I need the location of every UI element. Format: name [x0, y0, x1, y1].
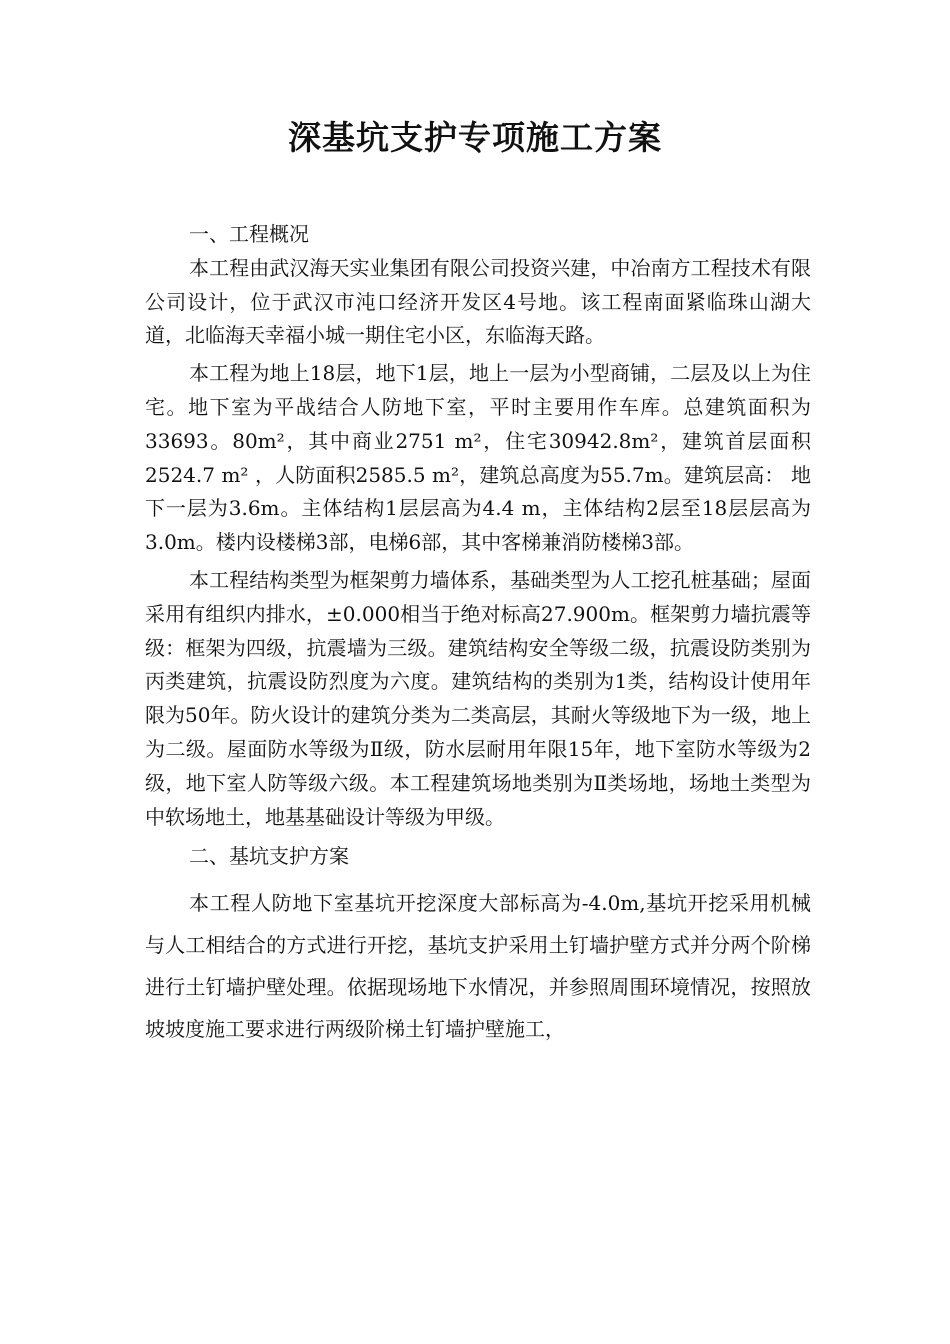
- document-body: [145, 218, 811, 1050]
- paragraph-overview-building: 本工程为地上18层，地下1层，地上一层为小型商铺，二层及以上为住宅。地下室为平战结合人防地下室，平时主要用作车库。总建筑面积为33693。80m²，其中商业2751 m²，住宅30942.8m²，建筑首层面积2524.7 m² ，人防面积2585.5 m²，建筑总高度为55.7m。建筑层高： 地下一层为3.6m。主体结构1层层高为4.4 m，主体结构2层至18层层高为3.0m。楼内设楼梯3部，电梯6部，其中客梯兼消防楼梯3部。: [145, 361, 811, 555]
- section-heading-support: 二、基坑支护方案: [189, 844, 349, 869]
- paragraph-overview-structure: 本工程结构类型为框架剪力墙体系，基础类型为人工挖孔桩基础；屋面采用有组织内排水，±0.000相当于绝对标高27.900m。框架剪力墙抗震等级：框架为四级，抗震墙为三级。建筑结构安全等级二级，抗震设防类别为丙类建筑，抗震设防烈度为六度。建筑结构的类别为1类，结构设计使用年限为50年。防火设计的建筑分类为二类高层，其耐火等级地下为一级，地上为二级。屋面防水等级为Ⅱ级，防水层耐用年限15年，地下室防水等级为2级，地下室人防等级六级。本工程建筑场地类别为Ⅱ类场地，场地土类型为中软场地土，地基基础设计等级为甲级。: [145, 567, 811, 829]
- paragraph-overview-location: 本工程由武汉海天实业集团有限公司投资兴建，中冶南方工程技术有限公司设计，位于武汉市沌口经济开发区4号地。该工程南面紧临珠山湖大道，北临海天幸福小城一期住宅小区，东临海天路。: [145, 255, 811, 348]
- paragraph-support-plan: 本工程人防地下室基坑开挖深度大部标高为-4.0m,基坑开挖采用机械与人工相结合的方式进行开挖，基坑支护采用土钉墙护壁方式并分两个阶梯进行土钉墙护壁处理。依据现场地下水情况，并参照周围环境情况，按照放坡坡度施工要求进行两级阶梯土钉墙护壁施工，: [145, 891, 811, 1042]
- section-heading-overview: 一、工程概况: [189, 222, 309, 246]
- document-title: 深基坑支护专项施工方案: [288, 118, 662, 157]
